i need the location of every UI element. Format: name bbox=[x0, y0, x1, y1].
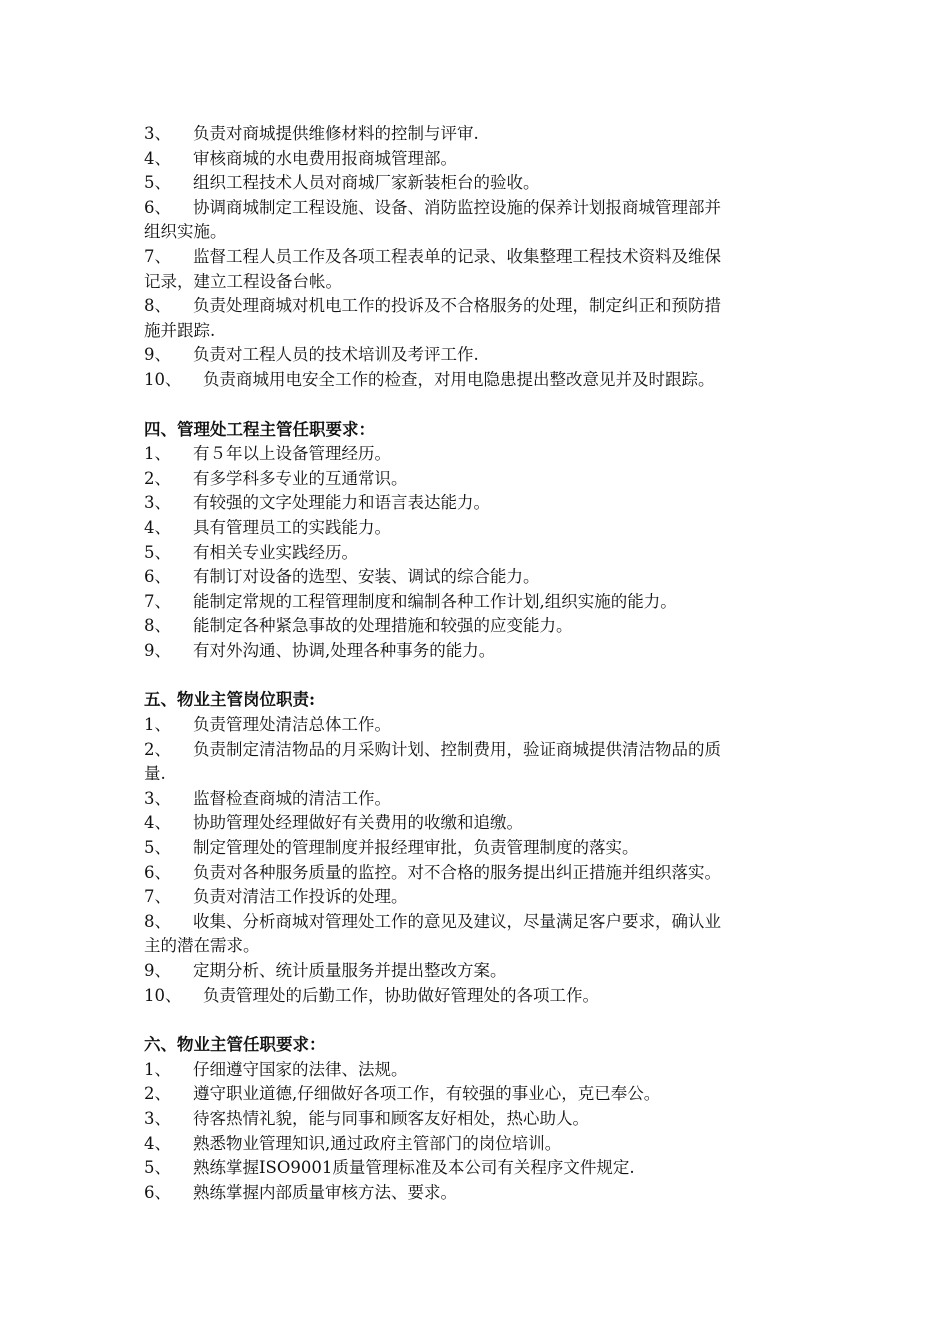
list-item bbox=[144, 1058, 810, 1083]
item-number: 8、 bbox=[144, 616, 171, 636]
item-text: 负责管理处清洁总体工作。 bbox=[193, 715, 391, 735]
list-item-continuation: 主的潜在需求。 bbox=[144, 936, 260, 956]
item-number: 9、 bbox=[144, 345, 171, 365]
list-item bbox=[144, 614, 810, 639]
item-text: 负责处理商城对机电工作的投诉及不合格服务的处理，制定纠正和预防措 bbox=[193, 296, 721, 316]
item-text: 负责对工程人员的技术培训及考评工作. bbox=[193, 345, 479, 365]
item-text: 监督检查商城的清洁工作。 bbox=[193, 788, 391, 808]
list-item bbox=[144, 836, 810, 861]
item-text: 有较强的文字处理能力和语言表达能力。 bbox=[193, 493, 490, 513]
section-heading: 六、物业主管任职要求： bbox=[144, 1035, 326, 1055]
item-number: 6、 bbox=[144, 1182, 171, 1202]
list-item bbox=[144, 787, 810, 812]
item-number: 4、 bbox=[144, 517, 171, 537]
list-item bbox=[144, 639, 810, 664]
item-text: 能制定各种紧急事故的处理措施和较强的应变能力。 bbox=[193, 616, 573, 636]
item-number: 1、 bbox=[144, 1059, 171, 1079]
item-number: 8、 bbox=[144, 296, 171, 316]
list-item bbox=[144, 959, 810, 984]
item-number: 3、 bbox=[144, 788, 171, 808]
section-heading: 四、管理处工程主管任职要求： bbox=[144, 419, 375, 439]
item-text: 负责对清洁工作投诉的处理。 bbox=[193, 887, 408, 907]
item-text: 协助管理处经理做好有关费用的收缴和追缴。 bbox=[193, 813, 523, 833]
item-number: 4、 bbox=[144, 148, 171, 168]
list-item bbox=[144, 984, 810, 1009]
item-number: 6、 bbox=[144, 567, 171, 587]
list-item bbox=[144, 245, 810, 270]
item-number: 7、 bbox=[144, 246, 171, 266]
list-item bbox=[144, 122, 810, 147]
list-item bbox=[144, 171, 810, 196]
item-text: 审核商城的水电费用报商城管理部。 bbox=[193, 148, 457, 168]
item-number: 10、 bbox=[144, 985, 182, 1005]
item-text: 具有管理员工的实践能力。 bbox=[193, 517, 391, 537]
item-text: 监督工程人员工作及各项工程表单的记录、收集整理工程技术资料及维保 bbox=[193, 246, 721, 266]
list-item bbox=[144, 491, 810, 516]
item-text: 仔细遵守国家的法律、法规。 bbox=[193, 1059, 408, 1079]
item-text: 收集、分析商城对管理处工作的意见及建议，尽量满足客户要求，确认业 bbox=[193, 911, 721, 931]
item-number: 1、 bbox=[144, 444, 171, 464]
item-number: 5、 bbox=[144, 838, 171, 858]
list-item bbox=[144, 811, 810, 836]
item-number: 3、 bbox=[144, 493, 171, 513]
item-number: 6、 bbox=[144, 197, 171, 217]
item-number: 8、 bbox=[144, 911, 171, 931]
item-number: 5、 bbox=[144, 173, 171, 193]
item-text: 定期分析、统计质量服务并提出整改方案。 bbox=[193, 961, 507, 980]
item-text: 负责商城用电安全工作的检查，对用电隐患提出整改意见并及时跟踪。 bbox=[203, 369, 715, 389]
list-item bbox=[144, 147, 810, 172]
section-6 bbox=[144, 1033, 810, 1205]
item-text: 负责对商城提供维修材料的控制与评审. bbox=[193, 124, 479, 143]
item-text: 负责对各种服务质量的监控。对不合格的服务提出纠正措施并组织落实。 bbox=[193, 862, 721, 882]
list-item bbox=[144, 294, 810, 319]
item-number: 2、 bbox=[144, 468, 171, 488]
item-number: 2、 bbox=[144, 1084, 171, 1104]
list-item-continuation: 组织实施。 bbox=[144, 222, 227, 242]
item-text: 制定管理处的管理制度并报经理审批，负责管理制度的落实。 bbox=[193, 838, 639, 858]
item-number: 9、 bbox=[144, 640, 171, 660]
item-number: 7、 bbox=[144, 591, 171, 611]
item-text: 熟悉物业管理知识,通过政府主管部门的岗位培训。 bbox=[193, 1133, 562, 1153]
list-item bbox=[144, 885, 810, 910]
list-item bbox=[144, 713, 810, 738]
item-number: 3、 bbox=[144, 124, 171, 143]
item-number: 9、 bbox=[144, 961, 171, 980]
item-number: 4、 bbox=[144, 1133, 171, 1153]
item-text: 遵守职业道德,仔细做好各项工作，有较强的事业心，克已奉公。 bbox=[193, 1084, 661, 1104]
list-item bbox=[144, 368, 810, 393]
item-text: 负责管理处的后勤工作，协助做好管理处的各项工作。 bbox=[203, 985, 599, 1005]
item-text: 有对外沟通、协调,处理各种事务的能力。 bbox=[193, 640, 496, 660]
list-item bbox=[144, 1107, 810, 1132]
section-4 bbox=[144, 418, 810, 664]
item-number: 2、 bbox=[144, 739, 171, 759]
list-item bbox=[144, 861, 810, 886]
item-text: 熟练掌握ISO9001质量管理标准及本公司有关程序文件规定. bbox=[193, 1158, 635, 1178]
section-spacer bbox=[144, 663, 810, 688]
list-item bbox=[144, 343, 810, 368]
list-item bbox=[144, 738, 810, 763]
list-item bbox=[144, 565, 810, 590]
document-body bbox=[144, 122, 810, 1205]
item-text: 负责制定清洁物品的月采购计划、控制费用，验证商城提供清洁物品的质 bbox=[193, 739, 721, 759]
item-text: 有相关专业实践经历。 bbox=[193, 542, 358, 562]
list-item bbox=[144, 196, 810, 221]
list-item bbox=[144, 467, 810, 492]
list-item bbox=[144, 910, 810, 935]
list-item bbox=[144, 1156, 810, 1181]
item-text: 组织工程技术人员对商城厂家新装柜台的验收。 bbox=[193, 173, 540, 193]
list-item bbox=[144, 516, 810, 541]
item-number: 5、 bbox=[144, 1158, 171, 1178]
item-text: 协调商城制定工程设施、设备、消防监控设施的保养计划报商城管理部并 bbox=[193, 197, 721, 217]
item-text: 有多学科多专业的互通常识。 bbox=[193, 468, 408, 488]
item-text: 熟练掌握内部质量审核方法、要求。 bbox=[193, 1182, 457, 1202]
section-spacer bbox=[144, 1008, 810, 1033]
item-number: 3、 bbox=[144, 1108, 171, 1128]
list-item-continuation: 量. bbox=[144, 764, 166, 784]
item-number: 10、 bbox=[144, 369, 182, 389]
list-item bbox=[144, 1181, 810, 1206]
item-number: 6、 bbox=[144, 862, 171, 882]
list-item bbox=[144, 1132, 810, 1157]
list-item bbox=[144, 590, 810, 615]
list-item-continuation: 记录，建立工程设备台帐。 bbox=[144, 271, 342, 291]
item-text: 有制订对设备的选型、安装、调试的综合能力。 bbox=[193, 567, 540, 587]
list-item bbox=[144, 1082, 810, 1107]
section-heading: 五、物业主管岗位职责: bbox=[144, 690, 316, 710]
list-item-continuation: 施并跟踪. bbox=[144, 320, 216, 340]
list-item bbox=[144, 442, 810, 467]
item-text: 能制定常规的工程管理制度和编制各种工作计划,组织实施的能力。 bbox=[193, 591, 677, 611]
item-text: 待客热情礼貌，能与同事和顾客友好相处，热心助人。 bbox=[193, 1108, 589, 1128]
section-3-list bbox=[144, 122, 810, 393]
section-5 bbox=[144, 688, 810, 1008]
item-number: 7、 bbox=[144, 887, 171, 907]
item-text: 有５年以上设备管理经历。 bbox=[193, 444, 391, 464]
section-spacer bbox=[144, 393, 810, 418]
list-item bbox=[144, 541, 810, 566]
item-number: 4、 bbox=[144, 813, 171, 833]
item-number: 5、 bbox=[144, 542, 171, 562]
item-number: 1、 bbox=[144, 715, 171, 735]
